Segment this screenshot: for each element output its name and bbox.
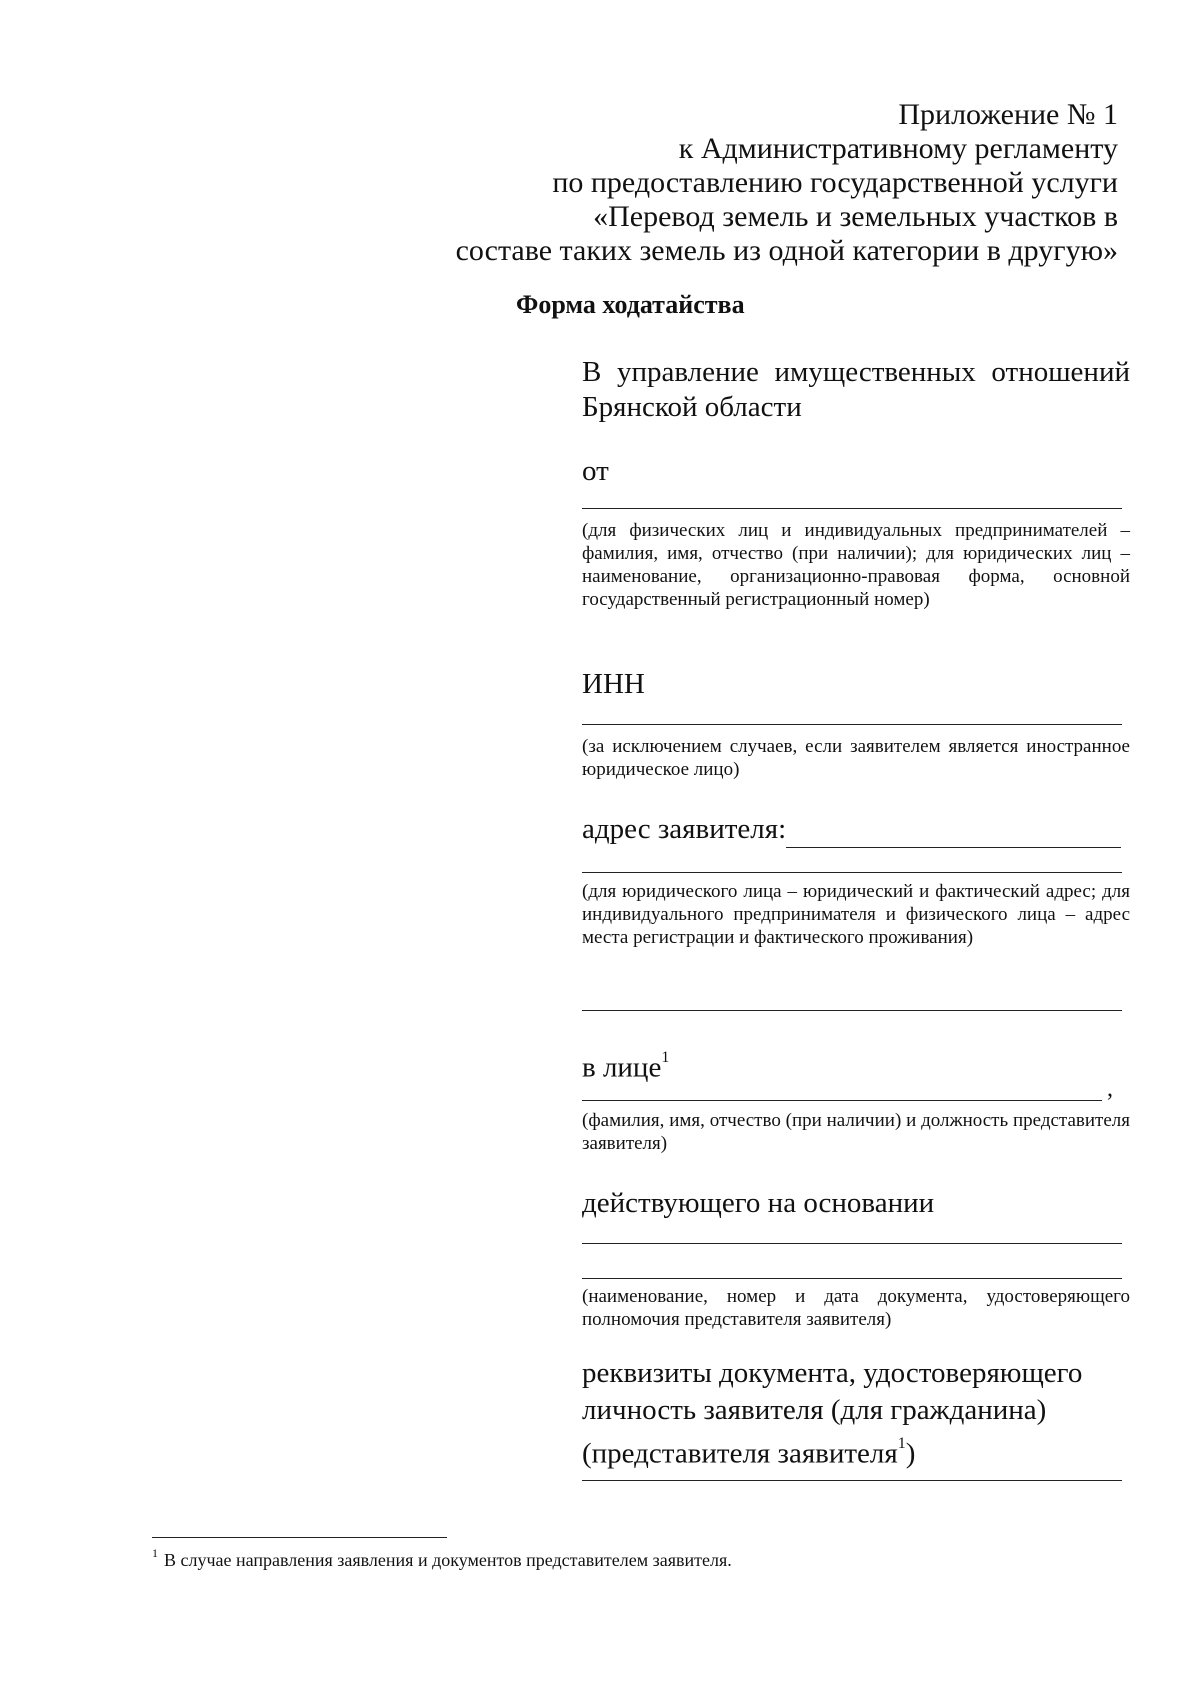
inn-note: (за исключением случаев, если заявителем является иностранное юридическое лицо) [582, 736, 1130, 780]
footnote-mark: 1 [661, 1049, 670, 1066]
address-label: адрес заявителя: [582, 813, 787, 845]
address-inline-line[interactable] [786, 847, 1121, 848]
applicant-note: (для физических лиц и индивидуальных предпринимателей – фамилия, имя, отчество (при наличии); для юридических лиц – наименование, организационно-правовая форма, основной государственный регистрационный номер) [582, 520, 1130, 610]
inn-label: ИНН [582, 668, 645, 700]
id-document-line: личность заявителя (для гражданина) [582, 1394, 1047, 1426]
header-line: составе таких земель из одной категории в другую» [455, 234, 1118, 267]
footnote-separator [152, 1537, 447, 1538]
representative-line[interactable] [582, 1100, 1102, 1101]
id-document-close: ) [905, 1437, 916, 1470]
from-label: от [582, 455, 609, 487]
id-document-line-text: (представителя заявителя [582, 1437, 898, 1470]
footnote-mark: 1 [897, 1435, 906, 1452]
form-title: Форма ходатайства [516, 290, 745, 319]
address-line[interactable] [582, 872, 1122, 873]
inn-line[interactable] [582, 724, 1122, 725]
appendix-header [456, 98, 1118, 268]
id-document-line: реквизиты документа, удостоверяющего [582, 1357, 1083, 1389]
basis-line-2[interactable] [582, 1278, 1122, 1279]
comma: , [1107, 1076, 1113, 1102]
basis-label: действующего на основании [582, 1187, 935, 1219]
applicant-name-line[interactable] [582, 508, 1122, 509]
address-note: (для юридического лица – юридический и фактический адрес; для индивидуального предпринимателя и физического лица – адрес места регистрации и фактического проживания) [582, 881, 1130, 948]
id-document-line-3 [582, 1429, 1130, 1473]
footnote-text: В случае направления заявления и документов представителем заявителя. [164, 1550, 732, 1570]
basis-note: (наименование, номер и дата документа, удостоверяющего полномочия представителя заявителя) [582, 1286, 1130, 1330]
address-extra-line[interactable] [582, 1010, 1122, 1011]
representative-label-text: в лице [582, 1051, 662, 1084]
footnote-number: 1 [152, 1546, 158, 1560]
basis-line[interactable] [582, 1243, 1122, 1244]
representative-note: (фамилия, имя, отчество (при наличии) и должность представителя заявителя) [582, 1110, 1130, 1154]
id-document-text [582, 1355, 1130, 1473]
header-line: к Административному регламенту [678, 132, 1118, 165]
header-line: «Перевод земель и земельных участков в [593, 200, 1118, 233]
footnote [152, 1548, 732, 1571]
header-line: Приложение № 1 [898, 98, 1118, 131]
representative-label [582, 1044, 1130, 1086]
recipient-text: В управление имущественных отношений Брянской области [582, 356, 1130, 423]
id-document-line[interactable] [582, 1480, 1122, 1481]
header-line: по предоставлению государственной услуги [552, 166, 1118, 199]
